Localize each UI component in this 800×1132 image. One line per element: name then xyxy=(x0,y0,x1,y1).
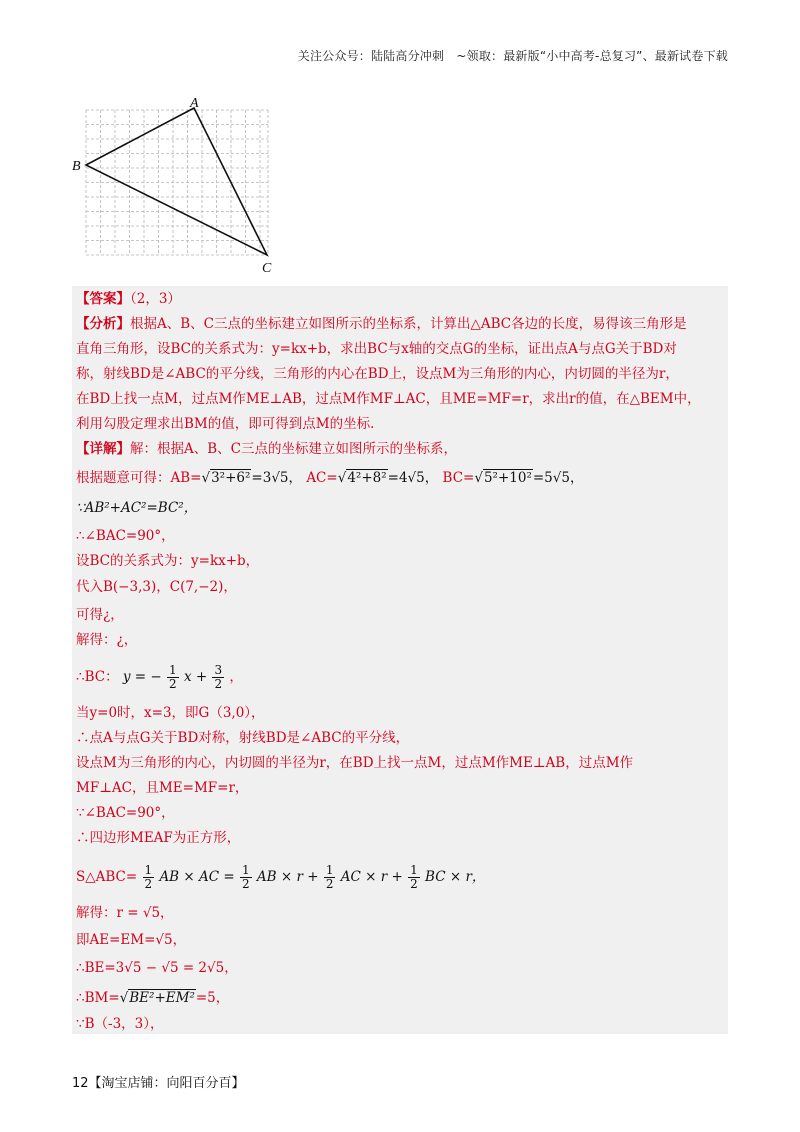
analysis-line-5: 利用勾股定理求出BM的值，即可得到点M的坐标. xyxy=(76,416,375,432)
fraction-three-halves: $\frac{3}{2}$ xyxy=(214,663,223,691)
detail-line-13: MF⊥AC，且ME=MF=r， xyxy=(76,780,249,796)
detail-line-20: ∴BM=√BE²+EM²=5， xyxy=(76,990,230,1006)
detail-line-5: 设BC的关系式为：y=kx+b， xyxy=(76,553,260,569)
analysis-tag: 【分析】 xyxy=(76,316,130,332)
detail-line-6: 代入B(−3,3)，C(7,−2)， xyxy=(76,579,237,595)
detail-line-16: S△ABC= $\frac{1}{2}$ AB × AC = $\frac{1}{2}$ AB × r + $\frac{1}{2}$ AC × r + $\frac{1}{2}$ BC × r， xyxy=(76,863,486,891)
detail-line-1: 【详解】解：根据A、B、C三点的坐标建立如图所示的坐标系， xyxy=(76,441,457,457)
triangle-figure xyxy=(64,92,294,282)
detail-line-10: 当y=0时，x=3，即G（3,0）， xyxy=(76,705,265,721)
analysis-line-3: 称，射线BD是∠ABC的平分线，三角形的内心在BD上，设点M为三角形的内心，内切圆的半径为r， xyxy=(76,366,679,382)
fraction-half-2: $\frac{1}{2}$ xyxy=(241,863,250,891)
detail-line-12: 设点M为三角形的内心，内切圆的半径为r，在BD上找一点M，过点M作ME⊥AB，过点M作 xyxy=(76,755,634,771)
page-header: 关注公众号：陆陆高分冲刺 ~领取：最新版“小中高考-总复习”、最新试卷下载 xyxy=(297,49,728,63)
answer-tag: 【答案】 xyxy=(76,291,130,307)
detail-line-2: 根据题意可得：AB=√3²+6²=3√5， AC=√4²+8²=4√5， BC=√5²+10²=5√5， xyxy=(76,470,584,486)
fraction-half-3: $\frac{1}{2}$ xyxy=(325,863,334,891)
detail-tag: 【详解】 xyxy=(76,441,130,457)
answer-line xyxy=(76,290,722,308)
detail-line-17: 解得：r = √5， xyxy=(76,905,174,921)
detail-line-21: ∵B（-3，3）， xyxy=(76,1016,164,1032)
detail-line-7: 可得¿， xyxy=(76,607,124,623)
answer-text: （2，3） xyxy=(130,291,181,307)
sqrt-bm: √BE²+EM² xyxy=(119,990,195,1006)
grid xyxy=(86,110,268,255)
detail-line-3: ∵AB²+AC²=BC²， xyxy=(76,500,198,516)
label-c: C xyxy=(262,261,272,276)
label-b: B xyxy=(72,159,81,174)
page-number: 12 xyxy=(72,1076,89,1091)
analysis-line-1: 【分析】根据A、B、C三点的坐标建立如图所示的坐标系，计算出△ABC各边的长度，易得该三角形是 xyxy=(76,316,687,332)
sqrt-ab: √3²+6² xyxy=(201,470,251,486)
sqrt-ac: √4²+8² xyxy=(337,470,387,486)
detail-line-19: ∴BE=3√5 − √5 = 2√5， xyxy=(76,960,238,976)
triangle-abc xyxy=(86,108,267,255)
detail-line-8: 解得：¿， xyxy=(76,632,138,648)
detail-line-15: ∴四边形MEAF为正方形， xyxy=(76,830,241,846)
page-footer xyxy=(72,1072,245,1091)
detail-line-11: ∴点A与点G关于BD对称，射线BD是∠ABC的平分线， xyxy=(76,730,410,746)
detail-line-9: ∴BC： y = − $\frac{1}{2}$ x + $\frac{3}{2}$ ， xyxy=(76,663,243,691)
footer-shop-text: 【淘宝店铺：向阳百分百】 xyxy=(88,1076,245,1091)
sqrt-bc: √5²+10² xyxy=(474,470,532,486)
fraction-one-half: $\frac{1}{2}$ xyxy=(169,663,177,691)
analysis-line-4: 在BD上找一点M，过点M作ME⊥AB，过点M作MF⊥AC，且ME=MF=r，求出r的值，在△BEM中， xyxy=(76,391,701,407)
solution-panel xyxy=(72,286,728,1034)
label-a: A xyxy=(190,96,199,111)
detail-line-18: 即AE=EM=√5， xyxy=(76,932,187,948)
analysis-line-2: 直角三角形，设BC的关系式为：y=kx+b，求出BC与x轴的交点G的坐标，证出点A与点G关于BD对 xyxy=(76,341,677,357)
fraction-half-4: $\frac{1}{2}$ xyxy=(410,863,418,891)
detail-line-14: ∵∠BAC=90°， xyxy=(76,805,175,821)
fraction-half-1: $\frac{1}{2}$ xyxy=(144,863,153,891)
detail-line-4: ∴∠BAC=90°， xyxy=(76,528,175,544)
